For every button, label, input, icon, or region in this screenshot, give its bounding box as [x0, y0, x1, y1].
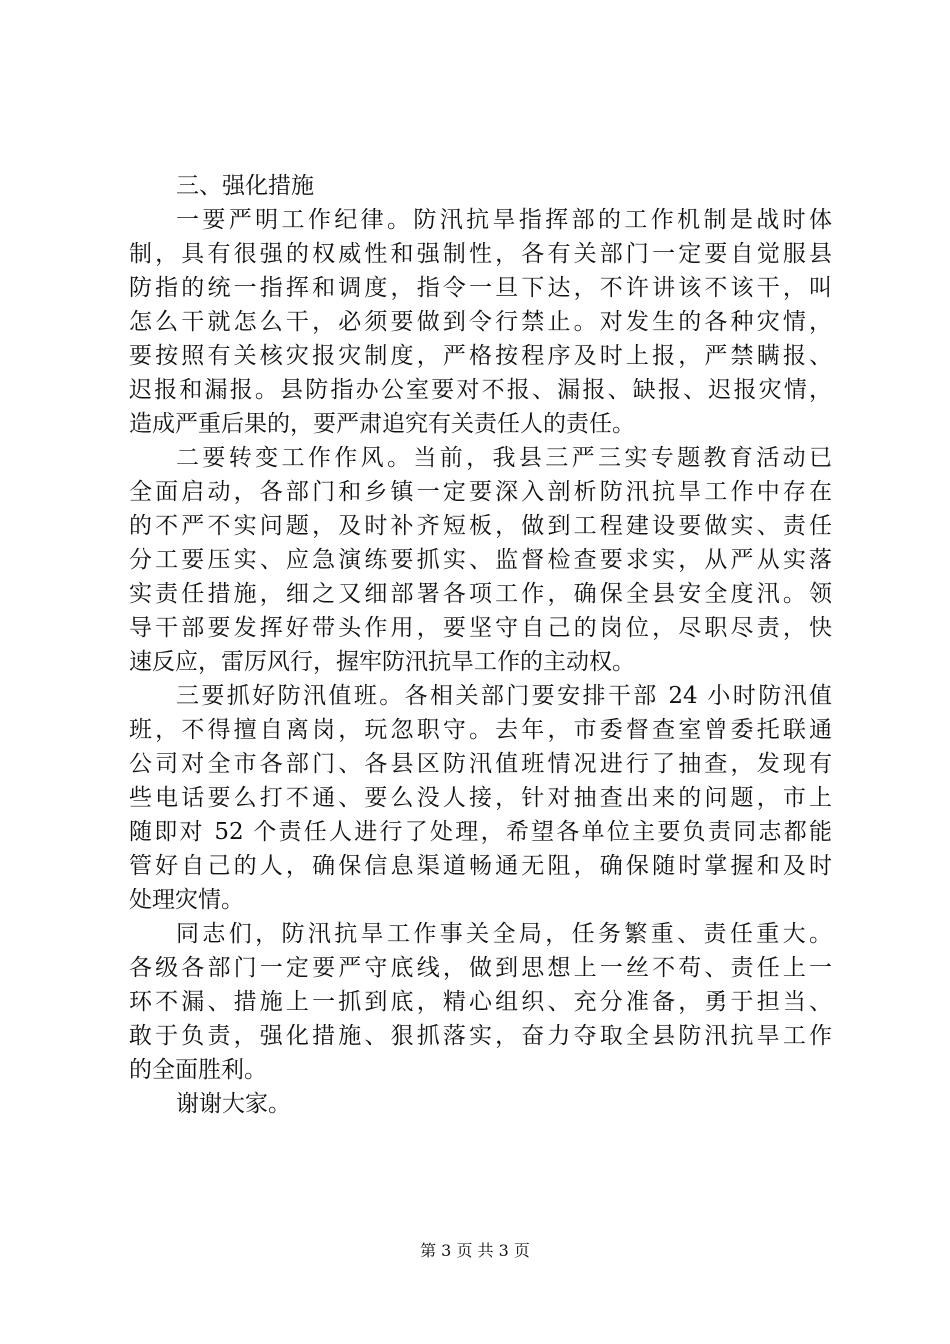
document-body	[129, 169, 832, 1121]
page-footer: 第 3 页 共 3 页	[420, 1241, 530, 1260]
text-line: 造成严重后果的，要严肃追究有关责任人的责任。	[129, 411, 635, 437]
text-line: 分工要压实、应急演练要抓实、监督检查要求实，从严从实落	[129, 547, 832, 573]
text-line: 公司对全市各部门、各县区防汛值班情况进行了抽查，发现有	[129, 751, 832, 777]
text-line: 管好自己的人，确保信息渠道畅通无阻，确保随时掌握和及时	[129, 853, 832, 879]
text-line: 导干部要发挥好带头作用，要坚守自己的岗位，尽职尽责，快	[129, 615, 832, 641]
text-line: 速反应，雷厉风行，握牢防汛抗旱工作的主动权。	[129, 649, 635, 675]
text-line: 敢于负责，强化措施、狠抓落实，奋力夺取全县防汛抗旱工作	[129, 1023, 832, 1049]
text-line: 各级各部门一定要严守底线，做到思想上一丝不苟、责任上一	[129, 955, 832, 981]
text-line: 环不漏、措施上一抓到底，精心组织、充分准备，勇于担当、	[129, 989, 832, 1015]
text-line: 随即对 52 个责任人进行了处理，希望各单位主要负责同志都能	[129, 819, 832, 845]
text-line: 怎么干就怎么干，必须要做到令行禁止。对发生的各种灾情，	[129, 309, 832, 335]
text-line: 防指的统一指挥和调度，指令一旦下达，不许讲该不该干，叫	[129, 275, 832, 301]
text-line: 的全面胜利。	[129, 1057, 267, 1083]
text-line: 些电话要么打不通、要么没人接，针对抽查出来的问题，市上	[129, 785, 832, 811]
text-line: 三、强化措施	[176, 173, 314, 199]
text-line: 谢谢大家。	[176, 1091, 291, 1117]
text-line: 同志们，防汛抗旱工作事关全局，任务繁重、责任重大。	[176, 921, 832, 947]
text-line: 班，不得擅自离岗，玩忽职守。去年，市委督查室曾委托联通	[129, 717, 832, 743]
text-line: 的不严不实问题，及时补齐短板，做到工程建设要做实、责任	[129, 513, 832, 539]
text-line: 要按照有关核灾报灾制度，严格按程序及时上报，严禁瞒报、	[129, 343, 832, 369]
text-line: 三要抓好防汛值班。各相关部门要安排干部 24 小时防汛值	[176, 683, 832, 709]
text-line: 一要严明工作纪律。防汛抗旱指挥部的工作机制是战时体	[176, 207, 832, 233]
text-line: 制，具有很强的权威性和强制性，各有关部门一定要自觉服县	[129, 241, 832, 267]
text-line: 迟报和漏报。县防指办公室要对不报、漏报、缺报、迟报灾情，	[129, 377, 832, 403]
text-line: 全面启动，各部门和乡镇一定要深入剖析防汛抗旱工作中存在	[129, 479, 832, 505]
text-line: 处理灾情。	[129, 887, 244, 913]
text-line: 二要转变工作作风。当前，我县三严三实专题教育活动已	[176, 445, 832, 471]
text-line: 实责任措施，细之又细部署各项工作，确保全县安全度汛。领	[129, 581, 832, 607]
